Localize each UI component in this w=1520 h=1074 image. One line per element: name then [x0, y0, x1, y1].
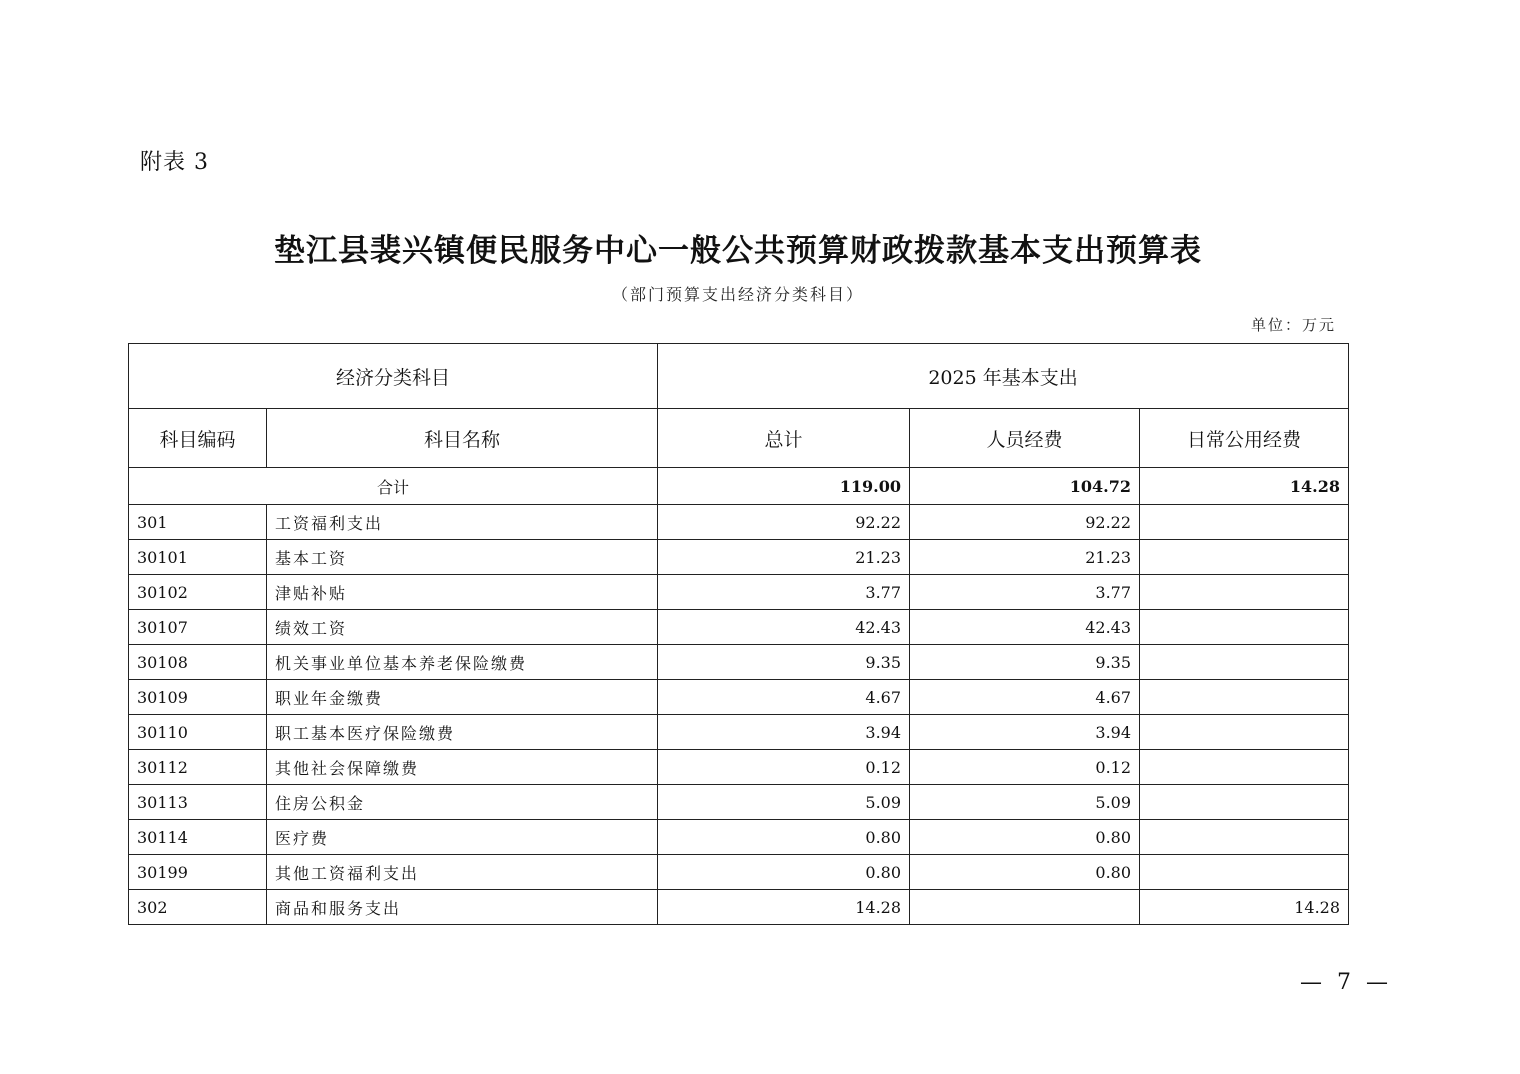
row-total: 3.94 [658, 715, 910, 750]
row-personnel [910, 890, 1140, 925]
row-personnel: 0.80 [910, 855, 1140, 890]
row-code: 301 [129, 505, 267, 540]
annex-label: 附表 3 [140, 150, 209, 175]
row-code: 30114 [129, 820, 267, 855]
row-name: 其他工资福利支出 [267, 855, 658, 890]
page-subtitle: （部门预算支出经济分类科目） [611, 285, 864, 304]
row-name: 机关事业单位基本养老保险缴费 [267, 645, 658, 680]
header-total: 总计 [658, 409, 910, 468]
table-row [129, 750, 1349, 785]
header-economic-category: 经济分类科目 [129, 344, 658, 409]
table-row [129, 820, 1349, 855]
row-total: 5.09 [658, 785, 910, 820]
total-personnel: 104.72 [910, 468, 1140, 505]
table-row [129, 855, 1349, 890]
total-label: 合计 [129, 468, 658, 505]
row-total: 14.28 [658, 890, 910, 925]
total-total: 119.00 [658, 468, 910, 505]
unit-note: 单位：万元 [1250, 316, 1336, 334]
page-number: — 7 — [1300, 970, 1392, 995]
row-public [1140, 645, 1349, 680]
header-basic-expenditure: 2025 年基本支出 [658, 344, 1349, 409]
total-row [129, 468, 1349, 505]
header-column-row [129, 409, 1349, 468]
page-title: 垫江县裴兴镇便民服务中心一般公共预算财政拨款基本支出预算表 [274, 233, 1202, 269]
row-personnel: 0.12 [910, 750, 1140, 785]
row-total: 92.22 [658, 505, 910, 540]
table-row [129, 715, 1349, 750]
header-group-row [129, 344, 1349, 409]
row-personnel: 4.67 [910, 680, 1140, 715]
row-code: 30113 [129, 785, 267, 820]
row-personnel: 3.94 [910, 715, 1140, 750]
total-public: 14.28 [1140, 468, 1349, 505]
row-total: 0.80 [658, 855, 910, 890]
row-total: 21.23 [658, 540, 910, 575]
header-code: 科目编码 [129, 409, 267, 468]
row-total: 42.43 [658, 610, 910, 645]
table-row [129, 890, 1349, 925]
row-public [1140, 855, 1349, 890]
row-personnel: 9.35 [910, 645, 1140, 680]
row-total: 9.35 [658, 645, 910, 680]
row-personnel: 42.43 [910, 610, 1140, 645]
row-code: 30102 [129, 575, 267, 610]
row-total: 0.80 [658, 820, 910, 855]
row-name: 住房公积金 [267, 785, 658, 820]
row-public [1140, 540, 1349, 575]
table-row [129, 505, 1349, 540]
row-total: 4.67 [658, 680, 910, 715]
row-name: 其他社会保障缴费 [267, 750, 658, 785]
row-public [1140, 680, 1349, 715]
row-personnel: 0.80 [910, 820, 1140, 855]
table-row [129, 785, 1349, 820]
row-personnel: 21.23 [910, 540, 1140, 575]
row-personnel: 92.22 [910, 505, 1140, 540]
row-code: 30199 [129, 855, 267, 890]
row-code: 30112 [129, 750, 267, 785]
budget-table [128, 343, 1349, 925]
row-public [1140, 785, 1349, 820]
row-code: 30107 [129, 610, 267, 645]
header-personnel: 人员经费 [910, 409, 1140, 468]
row-name: 职工基本医疗保险缴费 [267, 715, 658, 750]
row-name: 津贴补贴 [267, 575, 658, 610]
row-name: 基本工资 [267, 540, 658, 575]
table-row [129, 645, 1349, 680]
row-code: 30101 [129, 540, 267, 575]
row-code: 30110 [129, 715, 267, 750]
row-public [1140, 820, 1349, 855]
table-row [129, 610, 1349, 645]
row-name: 绩效工资 [267, 610, 658, 645]
row-name: 商品和服务支出 [267, 890, 658, 925]
row-public [1140, 715, 1349, 750]
row-total: 3.77 [658, 575, 910, 610]
row-public [1140, 610, 1349, 645]
row-name: 工资福利支出 [267, 505, 658, 540]
row-public [1140, 505, 1349, 540]
row-personnel: 5.09 [910, 785, 1140, 820]
header-public: 日常公用经费 [1140, 409, 1349, 468]
row-personnel: 3.77 [910, 575, 1140, 610]
row-public [1140, 575, 1349, 610]
row-code: 30109 [129, 680, 267, 715]
row-public: 14.28 [1140, 890, 1349, 925]
row-total: 0.12 [658, 750, 910, 785]
row-code: 30108 [129, 645, 267, 680]
table-row [129, 540, 1349, 575]
row-public [1140, 750, 1349, 785]
table-row [129, 680, 1349, 715]
row-name: 职业年金缴费 [267, 680, 658, 715]
table-row [129, 575, 1349, 610]
header-name: 科目名称 [267, 409, 658, 468]
row-name: 医疗费 [267, 820, 658, 855]
row-code: 302 [129, 890, 267, 925]
